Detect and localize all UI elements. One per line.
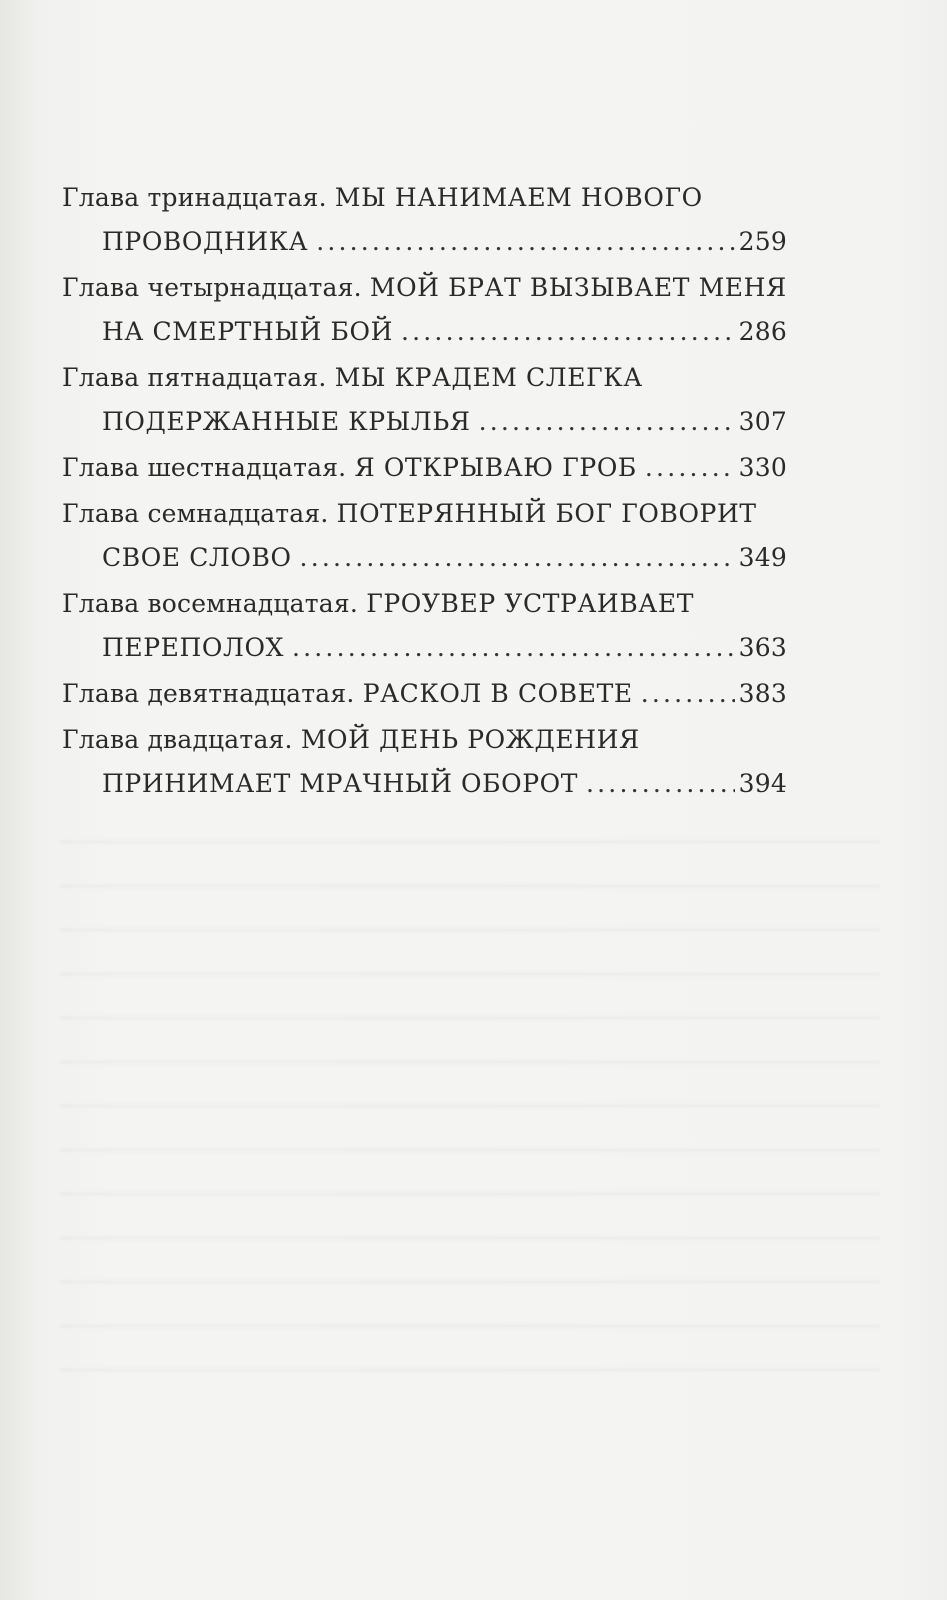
dot-leader — [316, 220, 734, 264]
toc-entry-line1 — [62, 492, 787, 536]
page-number: 307 — [738, 407, 787, 436]
chapter-title: ГРОУВЕР УСТРАИВАЕТ — [366, 589, 694, 618]
bleed-through-text — [60, 815, 880, 1375]
toc-entry — [62, 266, 787, 354]
page-number: 349 — [738, 543, 787, 572]
toc-entry-line2 — [62, 400, 787, 444]
toc-entry-line1 — [62, 266, 787, 310]
page-number: 286 — [738, 317, 787, 346]
toc-entry-line1 — [62, 356, 787, 400]
chapter-label: Глава четырнадцатая. — [62, 273, 362, 302]
toc-entry — [62, 492, 787, 580]
dot-leader — [292, 626, 735, 670]
toc-entry — [62, 582, 787, 670]
table-of-contents — [62, 176, 787, 808]
chapter-label: Глава тринадцатая. — [62, 183, 327, 212]
chapter-label: Глава двадцатая. — [62, 725, 293, 754]
chapter-label: Глава восемнадцатая. — [62, 589, 359, 618]
dot-leader — [586, 762, 735, 806]
page-number: 383 — [738, 679, 787, 708]
chapter-title-cont: ПОДЕРЖАННЫЕ КРЫЛЬЯ — [102, 407, 471, 436]
toc-entry — [62, 446, 787, 490]
toc-entry — [62, 718, 787, 806]
toc-entry-line1 — [62, 718, 787, 762]
chapter-title-cont: ПРИНИМАЕТ МРАЧНЫЙ ОБОРОТ — [102, 769, 579, 798]
chapter-title: Я ОТКРЫВАЮ ГРОБ — [354, 453, 637, 482]
dot-leader — [300, 536, 735, 580]
chapter-title-cont: ПЕРЕПОЛОХ — [102, 633, 284, 662]
chapter-title: ПОТЕРЯННЫЙ БОГ ГОВОРИТ — [336, 499, 757, 528]
page-number: 394 — [738, 769, 787, 798]
page-number: 330 — [738, 453, 787, 482]
chapter-title-cont: НА СМЕРТНЫЙ БОЙ — [102, 317, 393, 346]
page-number: 259 — [738, 227, 787, 256]
chapter-title: МОЙ БРАТ ВЫЗЫВАЕТ МЕНЯ — [369, 273, 787, 302]
toc-entry — [62, 176, 787, 264]
toc-entry — [62, 356, 787, 444]
chapter-title: РАСКОЛ В СОВЕТЕ — [362, 679, 633, 708]
chapter-label: Глава девятнадцатая. — [62, 679, 355, 708]
toc-entry-line2 — [62, 220, 787, 264]
toc-entry-line1 — [62, 446, 787, 490]
chapter-title: МЫ НАНИМАЕМ НОВОГО — [334, 183, 703, 212]
toc-entry — [62, 672, 787, 716]
dot-leader — [401, 310, 735, 354]
chapter-title: МЫ КРАДЕМ СЛЕГКА — [334, 363, 643, 392]
chapter-title-cont: ПРОВОДНИКА — [102, 227, 309, 256]
chapter-title: МОЙ ДЕНЬ РОЖДЕНИЯ — [300, 725, 640, 754]
page-number: 363 — [738, 633, 787, 662]
toc-entry-line1 — [62, 176, 787, 220]
toc-entry-line1 — [62, 672, 787, 716]
chapter-label: Глава шестнадцатая. — [62, 453, 347, 482]
dot-leader — [479, 400, 735, 444]
dot-leader — [641, 672, 735, 716]
toc-entry-line2 — [62, 310, 787, 354]
chapter-label: Глава семнадцатая. — [62, 499, 329, 528]
chapter-label: Глава пятнадцатая. — [62, 363, 327, 392]
toc-entry-line2 — [62, 626, 787, 670]
toc-entry-line2 — [62, 762, 787, 806]
chapter-title-cont: СВОЕ СЛОВО — [102, 543, 292, 572]
toc-entry-line1 — [62, 582, 787, 626]
toc-entry-line2 — [62, 536, 787, 580]
dot-leader — [645, 446, 735, 490]
